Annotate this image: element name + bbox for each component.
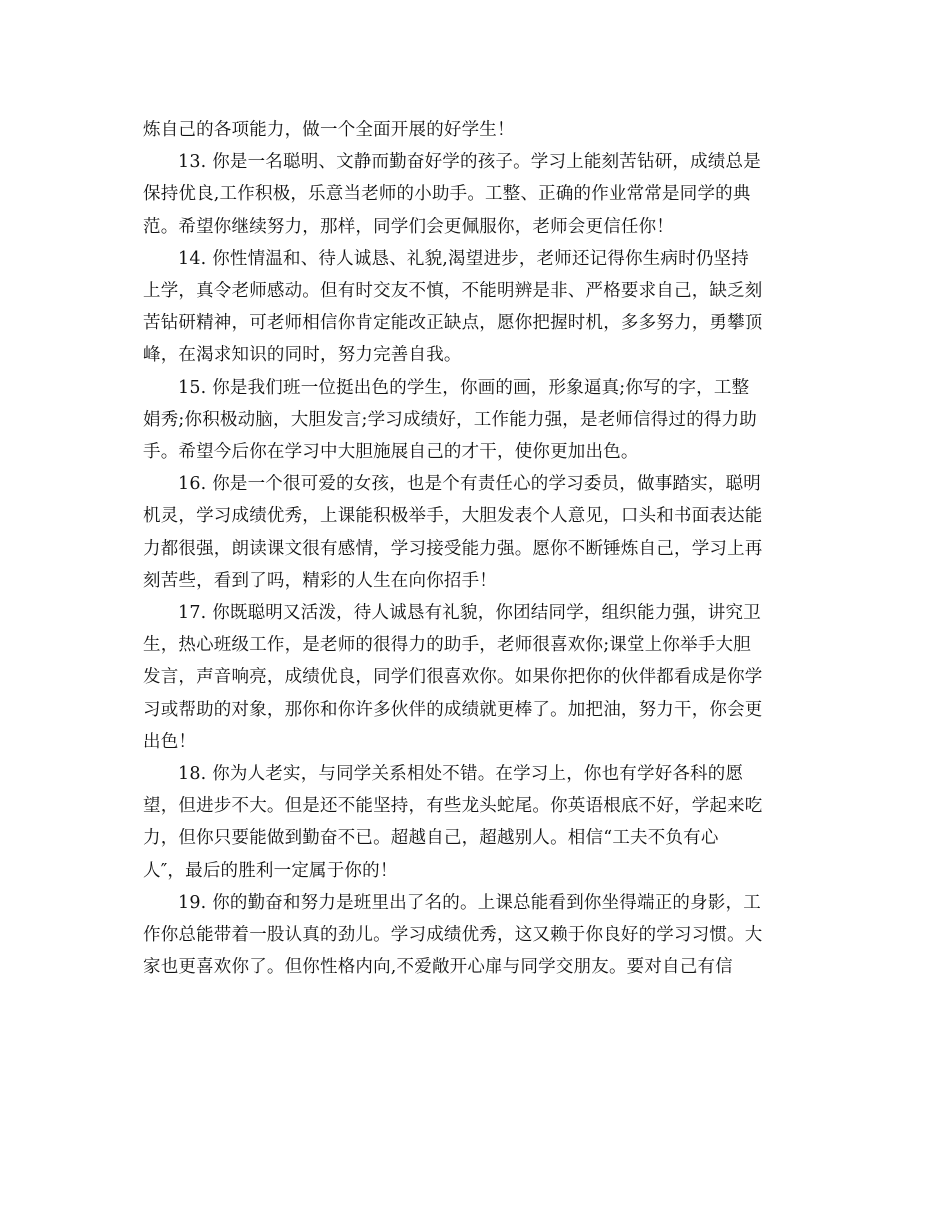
text-line: 上学，真令老师感动。但有时交友不慎，不能明辨是非、严格要求自己，缺乏刻 bbox=[143, 281, 763, 302]
text-line: 苦钻研精神，可老师相信你肯定能改正缺点，愿你把握时机，多多努力，勇攀顶 bbox=[143, 313, 763, 334]
text-line: 峰，在渴求知识的同时，努力完善自我。 bbox=[143, 345, 462, 366]
text-line: 生，热心班级工作，是老师的很得力的助手，老师很喜欢你;课堂上你举手大胆 bbox=[143, 635, 751, 656]
text-line: 习或帮助的对象，那你和你许多伙伴的成绩就更棒了。加把油，努力干，你会更 bbox=[143, 699, 763, 720]
text-line: 18. 你为人老实，与同学关系相处不错。在学习上，你也有学好各科的愿 bbox=[178, 764, 744, 785]
comment-paragraph-15 bbox=[143, 372, 803, 469]
text-line: 家也更喜欢你了。但你性格内向,不爱敞开心扉与同学交朋友。要对自己有信 bbox=[143, 957, 733, 978]
text-line: 16. 你是一个很可爱的女孩，也是个有责任心的学习委员，做事踏实，聪明 bbox=[178, 474, 761, 495]
comment-paragraph-14 bbox=[143, 243, 803, 372]
text-line: 机灵，学习成绩优秀，上课能积极举手，大胆发表个人意见，口头和书面表达能 bbox=[143, 506, 763, 527]
text-line: 发言，声音响亮，成绩优良，同学们很喜欢你。如果你把你的伙伴都看成是你学 bbox=[143, 667, 763, 688]
comment-paragraph-13 bbox=[143, 146, 803, 243]
comment-paragraph-19 bbox=[143, 887, 803, 984]
continuation-paragraph bbox=[143, 114, 803, 146]
text-line: 范。希望你继续努力，那样，同学们会更佩服你，老师会更信任你！ bbox=[143, 216, 674, 237]
text-line: 力都很强，朗读课文很有感情，学习接受能力强。愿你不断锤炼自己，学习上再 bbox=[143, 538, 763, 559]
document-body bbox=[143, 114, 803, 983]
text-line: 手。希望今后你在学习中大胆施展自己的才干，使你更加出色。 bbox=[143, 442, 639, 463]
text-line: 人″，最后的胜利一定属于你的！ bbox=[143, 860, 398, 881]
comment-paragraph-18 bbox=[143, 758, 803, 887]
comment-paragraph-16 bbox=[143, 468, 803, 597]
text-line: 出色！ bbox=[143, 731, 197, 752]
text-line: 19. 你的勤奋和努力是班里出了名的。上课总能看到你坐得端正的身影，工 bbox=[178, 892, 761, 913]
text-line: 15. 你是我们班一位挺出色的学生，你画的画，形象逼真;你写的字，工整 bbox=[178, 377, 750, 398]
text-line: 望，但进步不大。但是还不能坚持，有些龙头蛇尾。你英语根底不好，学起来吃 bbox=[143, 796, 763, 817]
text-line: 力，但你只要能做到勤奋不已。超越自己，超越别人。相信“工夫不负有心 bbox=[143, 828, 719, 849]
text-line: 14. 你性情温和、待人诚恳、礼貌,渴望进步，老师还记得你生病时仍坚持 bbox=[178, 248, 749, 269]
text-line: 作你总能带着一股认真的劲儿。学习成绩优秀，这又赖于你良好的学习习惯。大 bbox=[143, 925, 763, 946]
text-line: 保持优良,工作积极，乐意当老师的小助手。工整、正确的作业常常是同学的典 bbox=[143, 184, 751, 205]
text-line: 刻苦些，看到了吗，精彩的人生在向你招手！ bbox=[143, 570, 497, 591]
text-line: 13. 你是一名聪明、文静而勤奋好学的孩子。学习上能刻苦钻研，成绩总是 bbox=[178, 152, 761, 173]
text-line: 17. 你既聪明又活泼，待人诚恳有礼貌，你团结同学，组织能力强，讲究卫 bbox=[178, 603, 761, 624]
comment-paragraph-17 bbox=[143, 597, 803, 758]
text-line: 炼自己的各项能力，做一个全面开展的好学生！ bbox=[143, 120, 515, 140]
text-line: 娟秀;你积极动脑，大胆发言;学习成绩好，工作能力强，是老师信得过的得力助 bbox=[143, 409, 757, 430]
